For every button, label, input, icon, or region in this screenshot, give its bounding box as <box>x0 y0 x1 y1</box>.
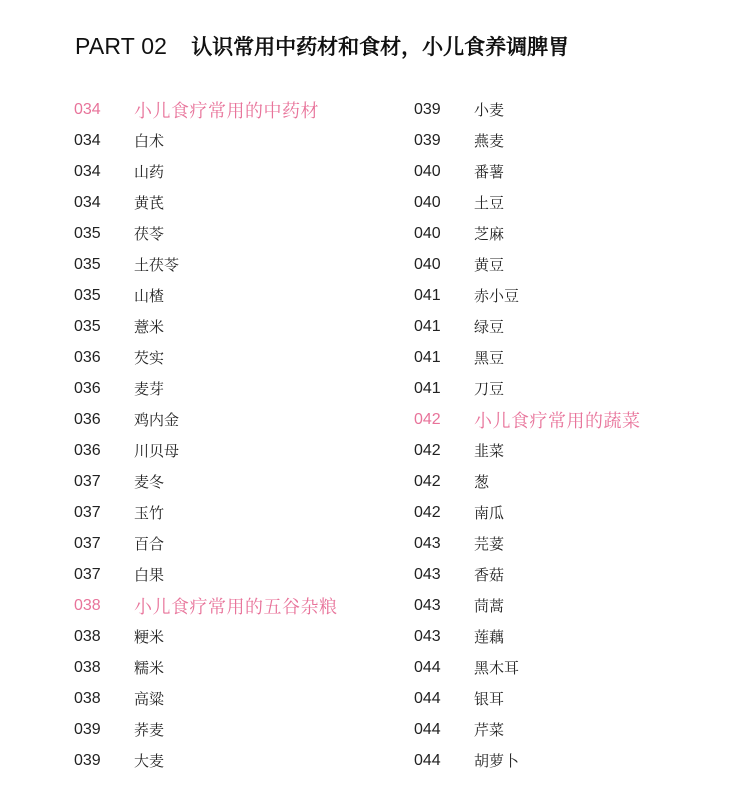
toc-entry[interactable] <box>74 311 338 342</box>
toc-column-left <box>74 94 338 776</box>
toc-page-number: 043 <box>414 627 441 645</box>
toc-entry-name: 芫荽 <box>474 535 505 553</box>
toc-entry-name: 莲藕 <box>474 628 505 646</box>
toc-entry-name: 黑豆 <box>474 349 505 367</box>
toc-entry[interactable] <box>414 590 641 621</box>
toc-page-number: 034 <box>74 100 101 118</box>
toc-entry[interactable] <box>74 714 338 745</box>
toc-page-number: 044 <box>414 658 441 676</box>
toc-entry-name: 胡萝卜 <box>474 752 520 770</box>
toc-page-number: 040 <box>414 162 441 180</box>
toc-page-number: 039 <box>414 100 441 118</box>
toc-entry-name: 黄芪 <box>134 194 165 212</box>
toc-entry[interactable] <box>74 466 338 497</box>
toc-entry[interactable] <box>414 125 641 156</box>
toc-page-number: 038 <box>74 658 101 676</box>
toc-entry-name: 绿豆 <box>474 318 505 336</box>
toc-entry[interactable] <box>74 652 338 683</box>
toc-entry-name: 土豆 <box>474 194 505 212</box>
part-header <box>75 30 569 62</box>
toc-entry[interactable] <box>414 466 641 497</box>
toc-entry[interactable] <box>414 621 641 652</box>
toc-entry-name: 葱 <box>474 473 490 491</box>
toc-page-number: 035 <box>74 255 101 273</box>
toc-entry-name: 白果 <box>134 566 165 584</box>
toc-page-number: 040 <box>414 193 441 211</box>
toc-entry-name: 高粱 <box>134 690 165 708</box>
toc-page-number: 042 <box>414 410 441 428</box>
toc-page-number: 042 <box>414 503 441 521</box>
toc-entry[interactable] <box>74 373 338 404</box>
toc-page-number: 036 <box>74 348 101 366</box>
toc-page-number: 036 <box>74 441 101 459</box>
toc-page-number: 040 <box>414 224 441 242</box>
toc-entry[interactable] <box>414 714 641 745</box>
toc-entry-name: 燕麦 <box>474 132 505 150</box>
toc-entry-name: 荞麦 <box>134 721 165 739</box>
toc-entry[interactable] <box>414 652 641 683</box>
toc-entry[interactable] <box>74 404 338 435</box>
toc-entry-name: 番薯 <box>474 163 505 181</box>
toc-page-number: 036 <box>74 379 101 397</box>
toc-entry[interactable] <box>414 683 641 714</box>
toc-page-number: 037 <box>74 534 101 552</box>
toc-page-number: 039 <box>74 720 101 738</box>
toc-entry-name: 刀豆 <box>474 380 505 398</box>
toc-entry-name: 小麦 <box>474 101 505 119</box>
toc-page-number: 041 <box>414 317 441 335</box>
toc-section-title: 小儿食疗常用的五谷杂粮 <box>134 596 338 618</box>
toc-page-number: 038 <box>74 596 101 614</box>
toc-page-number: 036 <box>74 410 101 428</box>
toc-entry-name: 川贝母 <box>134 442 180 460</box>
toc-section-title: 小儿食疗常用的中药材 <box>134 100 319 122</box>
toc-page-number: 035 <box>74 317 101 335</box>
toc-entry-name: 山药 <box>134 163 165 181</box>
toc-page-number: 041 <box>414 379 441 397</box>
toc-entry[interactable] <box>74 497 338 528</box>
toc-entry-name: 薏米 <box>134 318 165 336</box>
toc-entry-name: 黄豆 <box>474 256 505 274</box>
toc-page-number: 035 <box>74 286 101 304</box>
toc-entry-name: 香菇 <box>474 566 505 584</box>
toc-entry[interactable] <box>414 311 641 342</box>
toc-entry[interactable] <box>74 156 338 187</box>
toc-entry[interactable] <box>414 373 641 404</box>
toc-entry-name: 芹菜 <box>474 721 505 739</box>
toc-entry-name: 芡实 <box>134 349 165 367</box>
toc-entry[interactable] <box>74 559 338 590</box>
toc-entry[interactable] <box>74 125 338 156</box>
toc-section-heading[interactable] <box>74 590 338 621</box>
toc-page-number: 034 <box>74 131 101 149</box>
toc-column-right <box>414 94 641 776</box>
toc-entry[interactable] <box>414 342 641 373</box>
part-label: PART 02 <box>75 32 168 59</box>
toc-page-number: 042 <box>414 441 441 459</box>
toc-entry[interactable] <box>414 497 641 528</box>
toc-entry-name: 赤小豆 <box>474 287 520 305</box>
toc-entry[interactable] <box>414 249 641 280</box>
toc-page-number: 044 <box>414 720 441 738</box>
toc-page-number: 041 <box>414 348 441 366</box>
toc-entry[interactable] <box>74 435 338 466</box>
toc-entry-name: 鸡内金 <box>134 411 180 429</box>
toc-entry-name: 大麦 <box>134 752 165 770</box>
toc-page-number: 043 <box>414 596 441 614</box>
toc-entry-name: 麦冬 <box>134 473 165 491</box>
toc-page-number: 044 <box>414 751 441 769</box>
toc-page-number: 040 <box>414 255 441 273</box>
toc-entry-name: 玉竹 <box>134 504 165 522</box>
toc-page-number: 039 <box>414 131 441 149</box>
toc-page-number: 043 <box>414 534 441 552</box>
toc-entry[interactable] <box>74 342 338 373</box>
toc-entry[interactable] <box>74 683 338 714</box>
toc-entry-name: 韭菜 <box>474 442 505 460</box>
part-title: 认识常用中药材和食材，小儿食养调脾胃 <box>191 35 570 59</box>
toc-page-number: 034 <box>74 162 101 180</box>
toc-entry[interactable] <box>414 528 641 559</box>
toc-entry[interactable] <box>74 621 338 652</box>
toc-page-number: 038 <box>74 627 101 645</box>
toc-entry-name: 麦芽 <box>134 380 165 398</box>
toc-entry[interactable] <box>414 156 641 187</box>
toc-entry[interactable] <box>414 745 641 776</box>
toc-page-number: 037 <box>74 503 101 521</box>
toc-entry[interactable] <box>74 218 338 249</box>
toc-entry-name: 黑木耳 <box>474 659 520 677</box>
toc-page-number: 035 <box>74 224 101 242</box>
toc-page-number: 043 <box>414 565 441 583</box>
toc-entry-name: 银耳 <box>474 690 505 708</box>
toc-entry[interactable] <box>74 249 338 280</box>
toc-entry[interactable] <box>414 218 641 249</box>
toc-entry[interactable] <box>414 280 641 311</box>
toc-page-number: 041 <box>414 286 441 304</box>
toc-entry-name: 白术 <box>134 132 165 150</box>
toc-entry[interactable] <box>74 528 338 559</box>
toc-entry[interactable] <box>414 435 641 466</box>
toc-page-number: 037 <box>74 472 101 490</box>
toc-entry-name: 粳米 <box>134 628 165 646</box>
toc-section-title: 小儿食疗常用的蔬菜 <box>474 410 641 432</box>
toc-entry-name: 茼蒿 <box>474 597 505 615</box>
toc-section-heading[interactable] <box>414 404 641 435</box>
toc-page-number: 044 <box>414 689 441 707</box>
toc-page-number: 037 <box>74 565 101 583</box>
toc-page-number: 039 <box>74 751 101 769</box>
toc-entry-name: 芝麻 <box>474 225 505 243</box>
toc-entry-name: 南瓜 <box>474 504 505 522</box>
toc-entry-name: 茯苓 <box>134 225 165 243</box>
toc-entry-name: 土茯苓 <box>134 256 180 274</box>
toc-entry[interactable] <box>414 559 641 590</box>
toc-entry[interactable] <box>414 187 641 218</box>
toc-entry-name: 山楂 <box>134 287 165 305</box>
toc-page-number: 038 <box>74 689 101 707</box>
toc-entry[interactable] <box>414 94 641 125</box>
toc-entry-name: 糯米 <box>134 659 165 677</box>
toc-section-heading[interactable] <box>74 94 338 125</box>
toc-entry[interactable] <box>74 187 338 218</box>
toc-page-number: 034 <box>74 193 101 211</box>
toc-page-number: 042 <box>414 472 441 490</box>
toc-entry-name: 百合 <box>134 535 165 553</box>
toc-entry[interactable] <box>74 745 338 776</box>
toc-entry[interactable] <box>74 280 338 311</box>
